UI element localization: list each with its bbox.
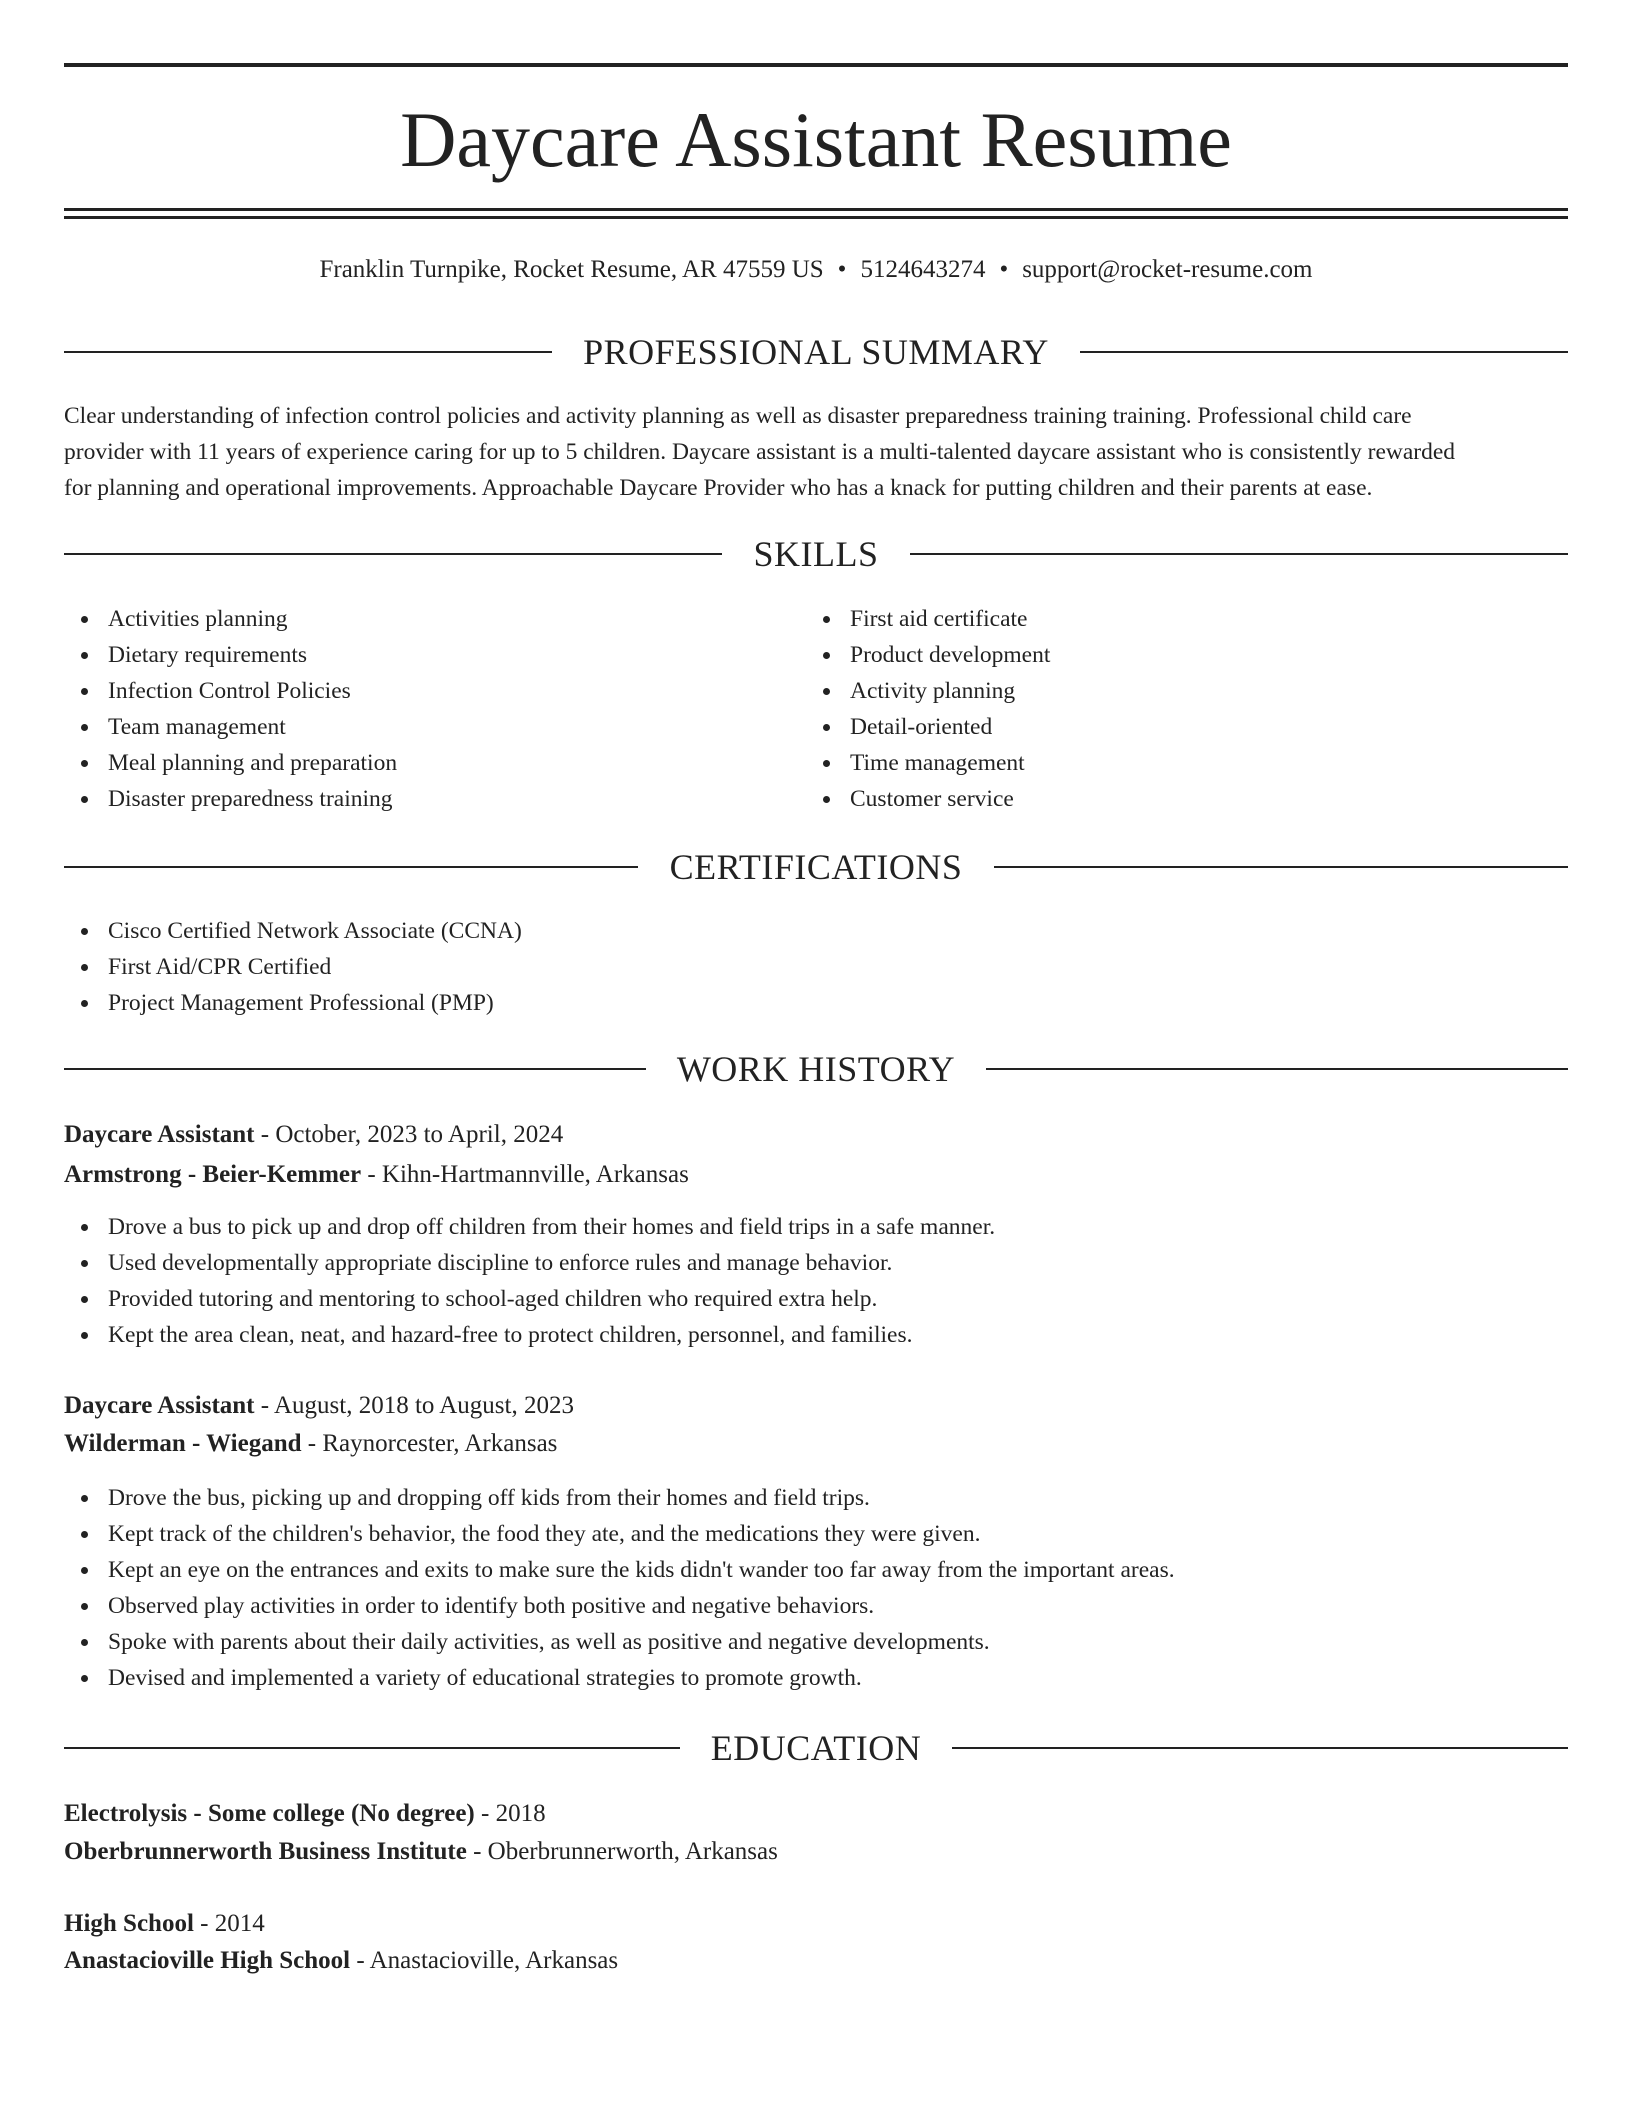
education-degree-line <box>64 1905 265 1943</box>
job-title-line <box>64 1116 563 1154</box>
summary-line: for planning and operational improvements. Approachable Daycare Provider who has a knack for putting children and their parents at ease. <box>64 475 1373 501</box>
title-rule-upper <box>64 208 1568 211</box>
contact-phone: 5124643274 <box>860 256 986 283</box>
education-degree: High School <box>64 1910 194 1937</box>
skill-item: Time management <box>806 745 1546 781</box>
skills-list-right <box>806 601 1546 817</box>
job-duties-list <box>64 1480 1568 1696</box>
job-duty-item: Drove the bus, picking up and dropping off kids from their homes and field trips. <box>64 1480 1568 1516</box>
education-degree: Electrolysis - Some college (No degree) <box>64 1800 475 1827</box>
job-company: Wilderman - Wiegand <box>64 1430 302 1457</box>
job-duty-item: Provided tutoring and mentoring to school-aged children who required extra help. <box>64 1281 1568 1317</box>
job-duty-item: Kept track of the children's behavior, the food they ate, and the medications they were given. <box>64 1516 1568 1552</box>
job-title-line <box>64 1387 574 1425</box>
education-school-line <box>64 1833 778 1871</box>
skill-item: Disaster preparedness training <box>64 781 804 817</box>
job-duty-item: Devised and implemented a variety of educational strategies to promote growth. <box>64 1660 1568 1696</box>
skill-item: Activities planning <box>64 601 804 637</box>
heading-label: PROFESSIONAL SUMMARY <box>583 332 1049 372</box>
summary-line: provider with 11 years of experience caring for up to 5 children. Daycare assistant is a multi-talented daycare assistant who is consistently rewarded <box>64 439 1456 465</box>
contact-separator: • <box>999 256 1009 283</box>
skill-item: Infection Control Policies <box>64 673 804 709</box>
skill-item: Detail-oriented <box>806 709 1546 745</box>
education-school: Anastacioville High School <box>64 1947 351 1974</box>
job-dates: - October, 2023 to April, 2024 <box>254 1121 564 1148</box>
certification-item: Cisco Certified Network Associate (CCNA) <box>64 913 1568 949</box>
heading-label: CERTIFICATIONS <box>669 847 963 887</box>
contact-separator: • <box>837 256 847 283</box>
job-duty-item: Kept the area clean, neat, and hazard-free to protect children, personnel, and families. <box>64 1317 1568 1353</box>
job-company-line <box>64 1156 689 1194</box>
skill-item: Team management <box>64 709 804 745</box>
education-year: - 2014 <box>193 1910 265 1937</box>
job-duty-item: Observed play activities in order to identify both positive and negative behaviors. <box>64 1588 1568 1624</box>
education-degree-line <box>64 1795 546 1833</box>
education-location: - Anastacioville, Arkansas <box>350 1947 619 1974</box>
certification-item: First Aid/CPR Certified <box>64 949 1568 985</box>
section-heading-certifications <box>64 845 1568 889</box>
education-location: - Oberbrunnerworth, Arkansas <box>466 1838 778 1865</box>
skill-item: First aid certificate <box>806 601 1546 637</box>
job-duty-item: Drove a bus to pick up and drop off children from their homes and field trips in a safe manner. <box>64 1209 1568 1245</box>
skill-item: Activity planning <box>806 673 1546 709</box>
skills-list-left <box>64 601 804 817</box>
contact-email: support@rocket-resume.com <box>1022 256 1313 283</box>
education-school: Oberbrunnerworth Business Institute <box>64 1838 467 1865</box>
job-duty-item: Spoke with parents about their daily activities, as well as positive and negative developments. <box>64 1624 1568 1660</box>
job-location: - Kihn-Hartmannville, Arkansas <box>361 1161 689 1188</box>
top-rule <box>64 63 1568 67</box>
education-school-line <box>64 1942 618 1980</box>
job-duty-item: Used developmentally appropriate discipline to enforce rules and manage behavior. <box>64 1245 1568 1281</box>
resume-title: Daycare Assistant Resume <box>400 96 1232 183</box>
skill-item: Product development <box>806 637 1546 673</box>
job-title: Daycare Assistant <box>64 1121 255 1148</box>
contact-address: Franklin Turnpike, Rocket Resume, AR 47559 US <box>319 256 824 283</box>
certifications-list <box>64 913 1568 1021</box>
skill-item: Dietary requirements <box>64 637 804 673</box>
skill-item: Customer service <box>806 781 1546 817</box>
heading-label: WORK HISTORY <box>676 1049 956 1089</box>
job-company: Armstrong - Beier-Kemmer <box>64 1161 362 1188</box>
title-rule-lower <box>64 216 1568 219</box>
section-heading-work-history <box>64 1047 1568 1091</box>
job-location: - Raynorcester, Arkansas <box>301 1430 558 1457</box>
education-year: - 2018 <box>474 1800 546 1827</box>
summary-paragraph <box>64 398 1568 506</box>
job-company-line <box>64 1425 557 1463</box>
heading-label: SKILLS <box>753 534 879 574</box>
section-heading-skills <box>64 532 1568 576</box>
job-duty-item: Kept an eye on the entrances and exits to make sure the kids didn't wander too far away from the important areas. <box>64 1552 1568 1588</box>
section-heading-education <box>64 1726 1568 1770</box>
job-title: Daycare Assistant <box>64 1392 255 1419</box>
job-dates: - August, 2018 to August, 2023 <box>254 1392 574 1419</box>
summary-line: Clear understanding of infection control policies and activity planning as well as disaster preparedness training training. Professional child care <box>64 403 1412 429</box>
contact-line <box>64 252 1568 288</box>
certification-item: Project Management Professional (PMP) <box>64 985 1568 1021</box>
job-duties-list <box>64 1209 1568 1353</box>
section-heading-summary <box>64 330 1568 374</box>
skill-item: Meal planning and preparation <box>64 745 804 781</box>
heading-label: EDUCATION <box>710 1728 922 1768</box>
